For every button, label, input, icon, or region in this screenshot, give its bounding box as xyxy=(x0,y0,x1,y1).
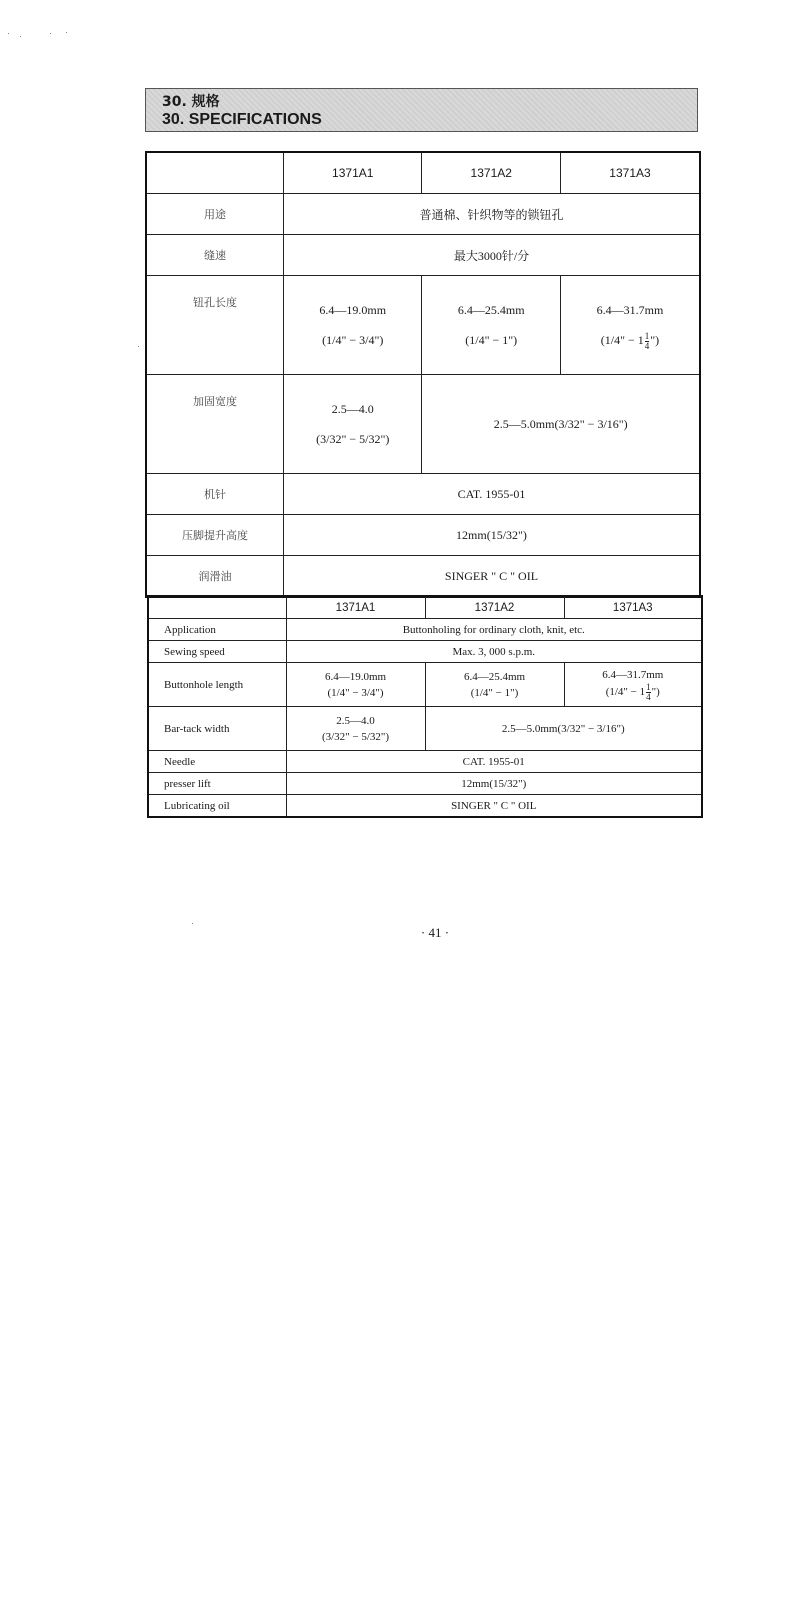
table-row xyxy=(148,641,702,663)
cell-value: 2.5—5.0mm(3/32" − 3/16") xyxy=(425,707,702,751)
value-mm: 6.4—31.7mm xyxy=(596,303,664,317)
cell-value: 2.5—5.0mm(3/32" − 3/16") xyxy=(422,375,700,474)
row-label: 机针 xyxy=(146,474,283,515)
row-label: Application xyxy=(148,619,286,641)
table-row xyxy=(148,596,702,619)
cell-value: 12mm(15/32") xyxy=(283,515,700,556)
table-row xyxy=(146,375,700,474)
cell-value xyxy=(286,707,425,751)
cell-value xyxy=(425,663,564,707)
table-row xyxy=(146,235,700,276)
fraction xyxy=(646,683,651,702)
row-label: Bar-tack width xyxy=(148,707,286,751)
row-label: Sewing speed xyxy=(148,641,286,663)
value-inch xyxy=(561,325,699,355)
model-header: 1371A2 xyxy=(422,152,561,194)
cell-value: CAT. 1955-01 xyxy=(283,474,700,515)
row-label: presser lift xyxy=(148,773,286,795)
cell-value xyxy=(286,663,425,707)
row-label: Lubricating oil xyxy=(148,795,286,818)
fraction-denominator: 4 xyxy=(646,692,651,702)
cell-value: Buttonholing for ordinary cloth, knit, etc. xyxy=(286,619,702,641)
model-header: 1371A3 xyxy=(560,152,700,194)
spec-table-en xyxy=(147,595,703,818)
inch-suffix: ") xyxy=(650,333,660,347)
value-inch: (3/32" − 5/32") xyxy=(321,730,390,743)
row-label: 缝速 xyxy=(146,235,283,276)
table-row xyxy=(146,556,700,598)
table-row xyxy=(148,773,702,795)
section-title-en: 30. SPECIFICATIONS xyxy=(162,111,322,128)
table-row xyxy=(146,515,700,556)
value-inch: (3/32" − 5/32") xyxy=(316,432,390,446)
table-row xyxy=(146,276,700,375)
value-inch: (1/4" − 3/4") xyxy=(322,333,384,347)
inch-prefix: (1/4" − 1 xyxy=(605,686,646,699)
model-header: 1371A1 xyxy=(286,596,425,619)
value-inch xyxy=(565,683,702,702)
table-row xyxy=(146,152,700,194)
cell-value: 最大3000针/分 xyxy=(283,235,700,276)
table-row xyxy=(148,751,702,773)
row-label: Needle xyxy=(148,751,286,773)
cell-value xyxy=(564,663,702,707)
cell-value xyxy=(560,276,700,375)
row-label: 压脚提升高度 xyxy=(146,515,283,556)
row-label: Buttonhole length xyxy=(148,663,286,707)
section-title-cn: 30. 规格 xyxy=(162,94,220,110)
cell-value xyxy=(422,276,561,375)
fraction-numerator: 1 xyxy=(644,330,650,341)
table-row xyxy=(148,795,702,818)
fraction xyxy=(645,332,650,351)
cell-value: CAT. 1955-01 xyxy=(286,751,702,773)
cell-value xyxy=(283,375,422,474)
value-mm: 6.4—19.0mm xyxy=(324,670,387,683)
cell-value: 12mm(15/32") xyxy=(286,773,702,795)
spec-table-cn xyxy=(145,151,701,598)
model-header: 1371A2 xyxy=(425,596,564,619)
inch-prefix: (1/4" − 1 xyxy=(600,333,644,347)
cell-value: SINGER " C " OIL xyxy=(283,556,700,598)
value-inch: (1/4" − 1") xyxy=(465,333,518,347)
table-row xyxy=(146,194,700,235)
inch-suffix: ") xyxy=(651,686,660,699)
row-label: 钮孔长度 xyxy=(146,276,283,375)
cell-value xyxy=(283,276,422,375)
cell-value: Max. 3, 000 s.p.m. xyxy=(286,641,702,663)
value-mm: 2.5—4.0 xyxy=(336,714,375,727)
value-inch: (1/4" − 3/4") xyxy=(327,686,384,699)
row-label: 加固宽度 xyxy=(146,375,283,474)
value-mm: 6.4—25.4mm xyxy=(463,670,526,683)
fraction-denominator: 4 xyxy=(644,340,650,351)
value-mm: 6.4—25.4mm xyxy=(457,303,525,317)
cell-value: 普通棉、针织物等的锁钮孔 xyxy=(283,194,700,235)
table-row xyxy=(148,619,702,641)
table-row xyxy=(146,474,700,515)
value-mm: 6.4—19.0mm xyxy=(319,303,387,317)
fraction-numerator: 1 xyxy=(646,682,651,692)
value-inch: (1/4" − 1") xyxy=(470,686,519,699)
table-row xyxy=(148,707,702,751)
value-mm: 6.4—31.7mm xyxy=(602,669,664,681)
table-row xyxy=(148,663,702,707)
section-header xyxy=(145,88,698,132)
value-mm: 2.5—4.0 xyxy=(331,402,374,416)
page-number: · 41 · xyxy=(420,925,450,940)
row-label: 用途 xyxy=(146,194,283,235)
model-header: 1371A1 xyxy=(283,152,422,194)
empty-header-cell xyxy=(146,152,283,194)
cell-value: SINGER " C " OIL xyxy=(286,795,702,818)
model-header: 1371A3 xyxy=(564,596,702,619)
empty-header-cell xyxy=(148,596,286,619)
row-label: 润滑油 xyxy=(146,556,283,598)
